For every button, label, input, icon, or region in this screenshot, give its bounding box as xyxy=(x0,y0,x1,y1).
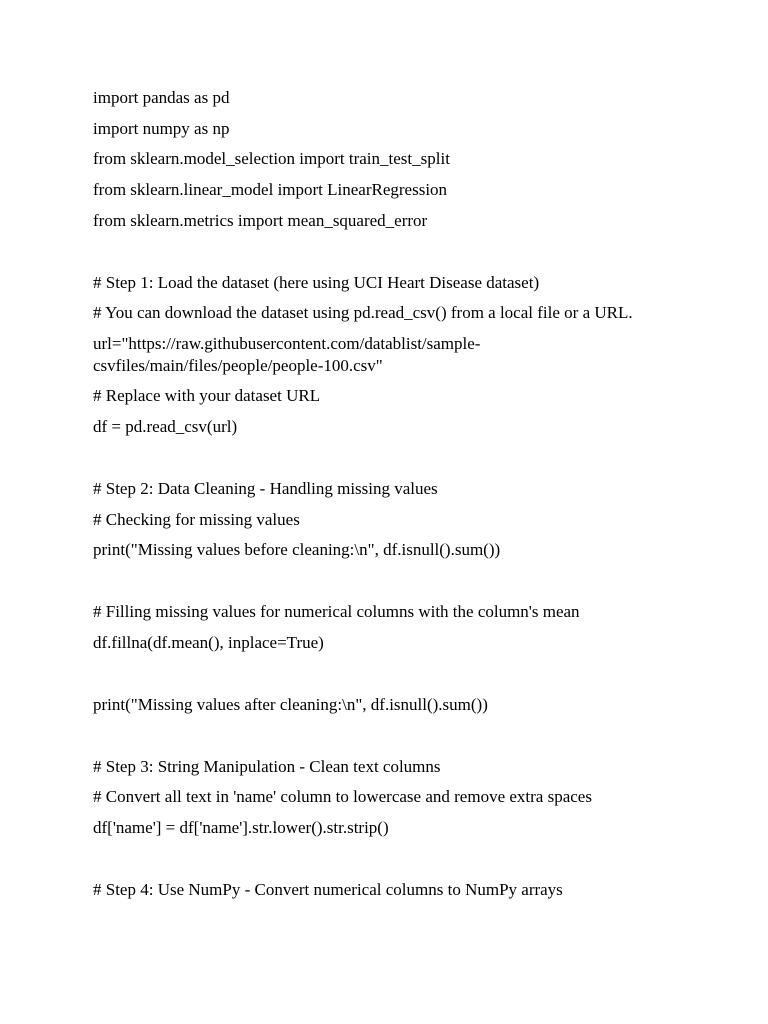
code-line-fillna: df.fillna(df.mean(), inplace=True) xyxy=(93,633,324,652)
comment-step-2: # Step 2: Data Cleaning - Handling missing values xyxy=(93,479,438,498)
code-line-import-train-test-split: from sklearn.model_selection import train_test_split xyxy=(93,149,450,168)
code-line-print-before: print("Missing values before cleaning:\n", df.isnull().sum()) xyxy=(93,540,501,559)
comment-step-3: # Step 3: String Manipulation - Clean text columns xyxy=(93,757,441,776)
code-line-import-numpy: import numpy as np xyxy=(93,119,230,138)
code-line-import-pandas: import pandas as pd xyxy=(93,88,230,107)
comment-convert-lowercase: # Convert all text in 'name' column to lowercase and remove extra spaces xyxy=(93,787,592,806)
comment-filling-missing: # Filling missing values for numerical columns with the column's mean xyxy=(93,602,580,621)
code-line-str-lower: df['name'] = df['name'].str.lower().str.strip() xyxy=(93,818,389,837)
comment-download: # You can download the dataset using pd.read_csv() from a local file or a URL. xyxy=(93,303,633,322)
comment-replace-url: # Replace with your dataset URL xyxy=(93,386,321,405)
comment-step-4: # Step 4: Use NumPy - Convert numerical columns to NumPy arrays xyxy=(93,880,563,899)
code-line-import-linear-regression: from sklearn.linear_model import LinearRegression xyxy=(93,180,448,199)
code-line-read-csv: df = pd.read_csv(url) xyxy=(93,417,238,436)
code-line-print-after: print("Missing values after cleaning:\n", df.isnull().sum()) xyxy=(93,695,488,714)
code-line-url: url="https://raw.githubusercontent.com/datablist/sample-csvfiles/main/files/people/people-100.csv" xyxy=(93,334,481,375)
comment-checking-missing: # Checking for missing values xyxy=(93,510,300,529)
code-line-import-mse: from sklearn.metrics import mean_squared_error xyxy=(93,211,428,230)
comment-step-1: # Step 1: Load the dataset (here using UCI Heart Disease dataset) xyxy=(93,273,540,292)
